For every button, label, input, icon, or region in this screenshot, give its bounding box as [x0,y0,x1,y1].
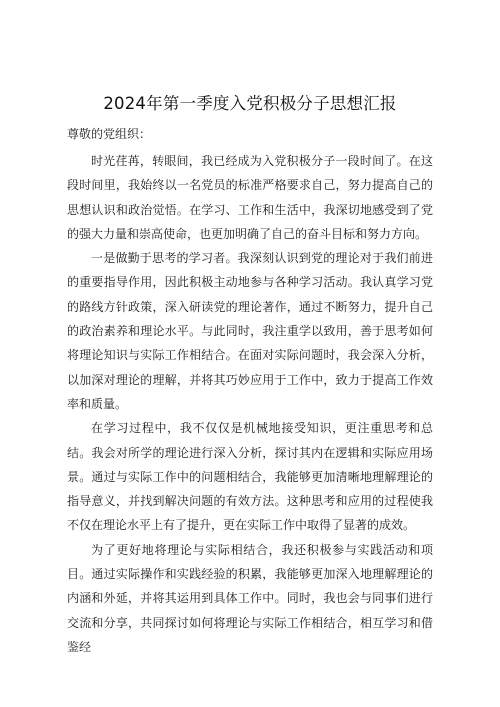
salutation: 尊敬的党组织： [67,127,152,141]
document-body [67,149,433,659]
paragraph: 为了更好地将理论与实际相结合，我还积极参与实践活动和项目。通过实际操作和实践经验的积累，我能够更加深入地理解理论的内涵和外延，并将其运用到具体工作中。同时，我也会与同事们进行交流和分享，共同探讨如何将理论与实际工作相结合，相互学习和借鉴经 [67,542,433,654]
paragraph: 一是做勤于思考的学习者。我深刻认识到党的理论对于我们前进的重要指导作用，因此积极主动地参与各种学习活动。我认真学习党的路线方针政策，深入研读党的理论著作，通过不断努力，提升自己的政治素养和理论水平。与此同时，我注重学以致用，善于思考如何将理论知识与实际工作相结合。在面对实际问题时，我会深入分析，以加深对理论的理解，并将其巧妙应用于工作中，致力于提高工作效率和质量。 [67,251,433,411]
paragraph: 时光荏苒，转眼间，我已经成为入党积极分子一段时间了。在这段时间里，我始终以一名党员的标准严格要求自己，努力提高自己的思想认识和政治觉悟。在学习、工作和生活中，我深切地感受到了党的强大力量和崇高使命，也更加明确了自己的奋斗目标和努力方向。 [67,154,433,241]
paragraph: 在学习过程中，我不仅仅是机械地接受知识，更注重思考和总结。我会对所学的理论进行深入分析，探讨其内在逻辑和实际应用场景。通过与实际工作中的问题相结合，我能够更加清晰地理解理论的指导意义，并找到解决问题的有效方法。这种思考和应用的过程使我不仅在理论水平上有了提升，更在实际工作中取得了显著的成效。 [67,421,433,533]
document-title: 2024年第一季度入党积极分子思想汇报 [103,94,397,113]
